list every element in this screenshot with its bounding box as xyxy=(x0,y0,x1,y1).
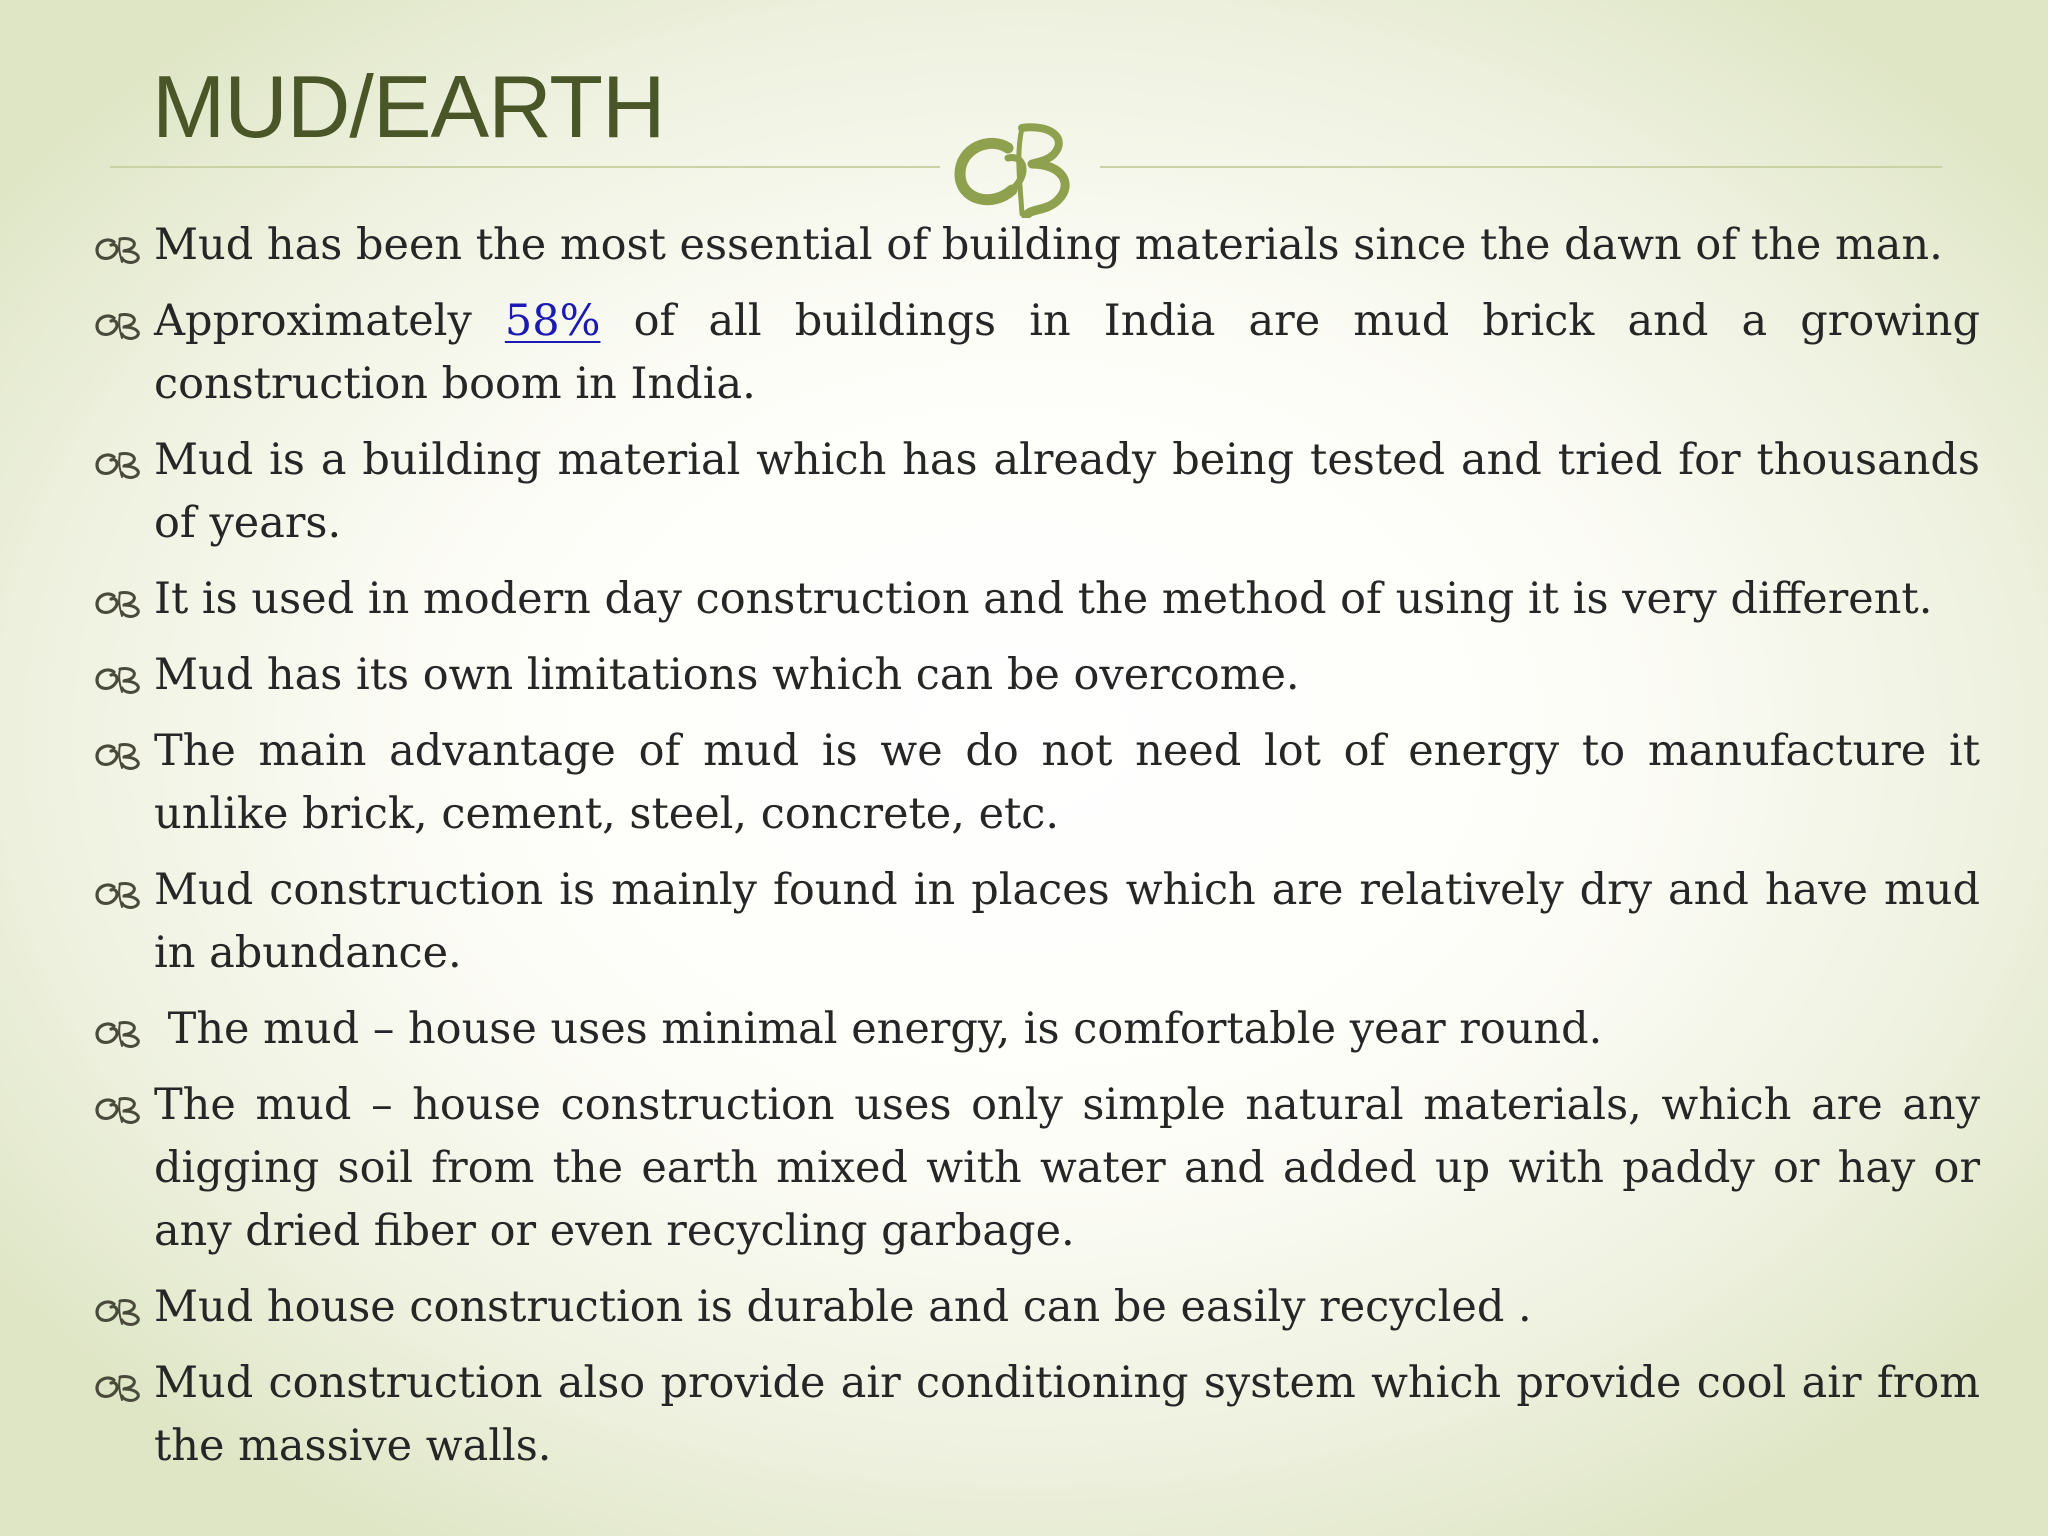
bullet-item xyxy=(94,998,1980,1061)
bullet-text: Mud has been the most essential of building materials since the dawn of the man. xyxy=(154,220,1943,270)
bullet-item xyxy=(94,1352,1980,1478)
bullet-text: The mud – house construction uses only simple natural materials, which are any digging soil from the earth mixed with water and added up with paddy or hay or any dried fiber or even recycling garbage. xyxy=(154,1080,1980,1256)
bullet-text: Mud is a building material which has already being tested and tried for thousands of years. xyxy=(154,435,1980,548)
title-divider-left xyxy=(110,166,940,168)
slide-title: MUD/EARTH xyxy=(152,57,665,156)
fleuron-bullet-icon xyxy=(94,310,148,340)
bullet-item xyxy=(94,429,1980,555)
bullet-text: The mud – house uses minimal energy, is comfortable year round. xyxy=(154,1004,1603,1054)
fleuron-bullet-icon xyxy=(94,449,148,479)
bullet-text: The main advantage of mud is we do not need lot of energy to manufacture it unlike brick, cement, steel, concrete, etc. xyxy=(154,726,1980,839)
fleuron-bullet-icon xyxy=(94,664,148,694)
bullet-text: It is used in modern day construction and the method of using it is very different. xyxy=(154,574,1933,624)
bullet-text-after-link: of all buildings in India are mud brick and a growing construction boom in India. xyxy=(154,296,1980,409)
bullet-list xyxy=(94,214,1980,1491)
bullet-item xyxy=(94,290,1980,416)
bullet-item xyxy=(94,1074,1980,1263)
bullet-item xyxy=(94,644,1980,707)
fleuron-bullet-icon xyxy=(94,234,148,264)
fleuron-bullet-icon xyxy=(94,1094,148,1124)
statistic-link[interactable]: 58% xyxy=(504,296,601,346)
fleuron-bullet-icon xyxy=(94,740,148,770)
fleuron-bullet-icon xyxy=(94,1018,148,1048)
fleuron-bullet-icon xyxy=(94,1372,148,1402)
bullet-item xyxy=(94,720,1980,846)
title-divider-right xyxy=(1100,166,1942,168)
bullet-text-before-link: Approximately xyxy=(154,296,505,346)
fleuron-bullet-icon xyxy=(94,1296,148,1326)
bullet-text: Mud has its own limitations which can be overcome. xyxy=(154,650,1300,700)
bullet-item xyxy=(94,568,1980,631)
bullet-item xyxy=(94,1276,1980,1339)
bullet-item xyxy=(94,859,1980,985)
fleuron-bullet-icon xyxy=(94,879,148,909)
fleuron-ornament-icon xyxy=(950,118,1090,218)
fleuron-bullet-icon xyxy=(94,588,148,618)
bullet-text: Mud house construction is durable and can be easily recycled . xyxy=(154,1282,1532,1332)
bullet-item xyxy=(94,214,1980,277)
bullet-text: Mud construction is mainly found in places which are relatively dry and have mud in abundance. xyxy=(154,865,1980,978)
bullet-text: Mud construction also provide air conditioning system which provide cool air from the massive walls. xyxy=(154,1358,1980,1471)
